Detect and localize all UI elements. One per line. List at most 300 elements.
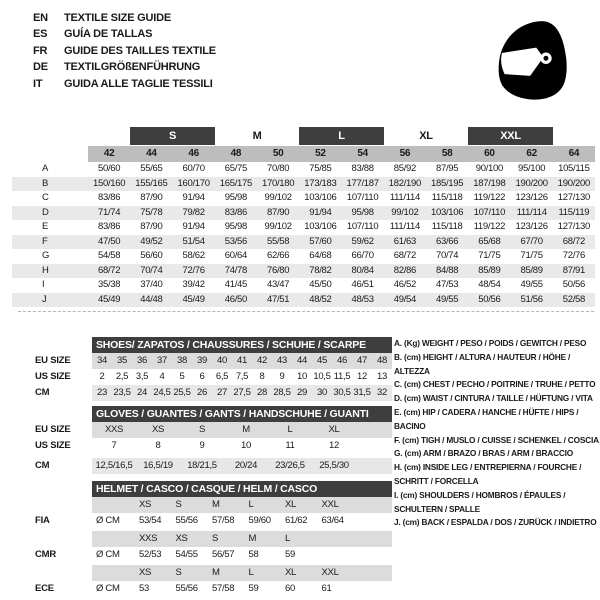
standard-label: CMR xyxy=(35,549,57,560)
measurement-value: 83/86 xyxy=(224,206,248,218)
measurement-value: 47/51 xyxy=(266,293,290,305)
measurement-value: 68/72 xyxy=(562,235,586,247)
language-code: EN xyxy=(33,12,48,24)
size-value: 40 xyxy=(217,355,227,366)
measurement-value: 43/47 xyxy=(266,279,290,290)
measurement-value: 115/119 xyxy=(558,206,590,218)
helmet-size-label: L xyxy=(248,567,254,578)
size-value: 11,5 xyxy=(333,371,351,382)
measurement-row xyxy=(12,162,595,177)
shoes-size-table xyxy=(35,337,392,401)
measurement-value: 50/56 xyxy=(478,293,501,305)
measurement-value: 173/183 xyxy=(304,177,337,189)
size-value: 60 xyxy=(285,583,295,594)
size-value: 32 xyxy=(377,387,387,398)
measurement-value: 76/80 xyxy=(266,264,290,276)
size-group-label: XXL xyxy=(468,127,553,145)
measurement-letter: J xyxy=(42,293,47,305)
language-code: IT xyxy=(33,77,43,90)
measurement-value: 83/86 xyxy=(97,192,121,203)
size-value: 39 xyxy=(197,355,207,366)
measurement-letter: B xyxy=(42,177,49,189)
eu-size-label: 48 xyxy=(215,146,257,162)
spacer xyxy=(35,531,92,547)
eu-size-label: 42 xyxy=(88,146,130,162)
measurement-value: 49/55 xyxy=(435,293,459,305)
size-value: L xyxy=(287,424,293,435)
helmet-table-title: HELMET / CASCO / CASQUE / HELM / CASCO xyxy=(92,481,392,497)
size-value: 12 xyxy=(357,371,367,382)
measurement-value: 107/110 xyxy=(346,192,379,203)
language-row xyxy=(33,43,216,59)
helmet-size-label: M xyxy=(212,499,220,510)
eu-size-label: 64 xyxy=(553,146,595,162)
legend-item: F. (cm) TIGH / MUSLO / CUISSE / SCHENKEL / COSCIA xyxy=(394,434,599,445)
helmet-values xyxy=(92,513,392,529)
measurement-value: 103/106 xyxy=(431,206,464,218)
language-title-list xyxy=(33,10,216,92)
shoes-values xyxy=(92,385,392,401)
size-value: 38 xyxy=(177,355,187,366)
size-value: 2 xyxy=(99,371,105,382)
size-value: 10 xyxy=(241,440,251,451)
spacer xyxy=(35,565,92,581)
gloves-row xyxy=(35,458,392,474)
helmet-size-label: XS xyxy=(139,567,152,578)
helmet-size-table xyxy=(35,481,392,597)
language-row xyxy=(33,76,216,92)
measurement-value: 127/130 xyxy=(557,192,590,203)
measurement-value: 52/58 xyxy=(562,293,586,305)
measurement-value: 87/95 xyxy=(435,163,459,174)
measurement-value: 49/52 xyxy=(140,235,163,247)
size-value: 23,5 xyxy=(113,387,131,398)
measurement-letter: A xyxy=(42,163,49,174)
helmet-size-label xyxy=(318,531,355,547)
measurement-value: 64/68 xyxy=(309,250,332,261)
size-group-label: M xyxy=(252,130,262,142)
measurement-letter: F xyxy=(42,235,48,247)
size-value: 55/56 xyxy=(175,583,198,594)
measurement-value: 95/98 xyxy=(224,221,248,232)
helmet-size-label: XL xyxy=(285,499,297,510)
measurement-value: 91/94 xyxy=(182,221,205,232)
measurement-value: 46/50 xyxy=(224,293,248,305)
language-code: ES xyxy=(33,28,48,41)
size-value: 5 xyxy=(179,371,185,382)
measurement-letter: E xyxy=(42,221,49,232)
guide-title: TEXTILE SIZE GUIDE xyxy=(64,12,172,24)
size-value: 55/56 xyxy=(175,515,198,526)
helmet-standard-row xyxy=(35,513,392,529)
measurement-value: 87/90 xyxy=(266,206,290,218)
size-value: 56/57 xyxy=(212,549,235,560)
measurement-value: 51/54 xyxy=(182,235,205,247)
legend-item: G. (cm) ARM / BRAZO / BRAS / ARM / BRACCIO xyxy=(394,448,574,459)
measurement-value: 49/54 xyxy=(393,293,417,305)
measurement-value: 127/130 xyxy=(557,221,590,232)
size-value: 12,5/16,5 xyxy=(95,460,133,471)
measurement-letter: G xyxy=(42,250,50,261)
helmet-size-labels xyxy=(92,565,392,581)
measurement-value: 39/42 xyxy=(182,279,205,290)
size-value: 36 xyxy=(137,355,147,366)
measurement-value: 99/102 xyxy=(391,206,419,218)
measurement-value: 68/72 xyxy=(393,250,417,261)
size-value: 25,5 xyxy=(173,387,191,398)
measurement-value: 45/50 xyxy=(309,279,332,290)
size-value: 26 xyxy=(197,387,207,398)
measurement-value: 44/48 xyxy=(140,293,163,305)
measurement-value: 160/170 xyxy=(177,177,210,189)
legend-item: D. (cm) WAIST / CINTURA / TAILLE / HÜFTUNG / VITA xyxy=(394,393,593,404)
measurement-letter: H xyxy=(42,264,49,276)
eu-size-label: 44 xyxy=(130,146,172,162)
measurement-value: 65/75 xyxy=(224,163,248,174)
measurement-value: 123/126 xyxy=(515,221,548,232)
measurement-value: 60/64 xyxy=(224,250,248,261)
guide-title: GUIDA ALLE TAGLIE TESSILI xyxy=(64,77,213,90)
measurement-row xyxy=(12,235,595,250)
size-value: 61 xyxy=(321,583,332,594)
size-value: 8 xyxy=(155,440,161,451)
size-value: 41 xyxy=(237,355,247,366)
measurement-value: 111/114 xyxy=(389,192,420,203)
measurement-value: 62/66 xyxy=(266,250,290,261)
unit-label: Ø CM xyxy=(96,549,120,560)
size-value: 12 xyxy=(329,440,339,451)
measurement-value: 99/102 xyxy=(264,221,292,232)
measurement-value: 71/75 xyxy=(478,250,501,261)
gloves-row xyxy=(35,422,392,438)
row-label: EU SIZE xyxy=(35,355,71,366)
measurement-value: 91/94 xyxy=(182,192,205,203)
measurement-value: 111/114 xyxy=(389,221,420,232)
size-value: 28 xyxy=(257,387,267,398)
legend-item: C. (cm) CHEST / PECHO / POITRINE / TRUHE / PETTO xyxy=(394,379,596,390)
measurement-value: 185/195 xyxy=(431,177,464,189)
row-label: US SIZE xyxy=(35,440,71,451)
size-value: 53/54 xyxy=(139,515,162,526)
measurement-value: 48/52 xyxy=(309,293,332,305)
measurement-row xyxy=(12,206,595,221)
measurement-row xyxy=(12,249,595,264)
size-value: 7 xyxy=(111,440,117,451)
measurement-value: 72/76 xyxy=(182,264,205,276)
helmet-size-label: XXS xyxy=(139,533,158,544)
measurement-row xyxy=(12,177,595,192)
measurement-legend xyxy=(394,337,600,530)
size-group-header-row xyxy=(12,127,595,145)
measurement-value: 61/63 xyxy=(393,235,417,247)
measurement-value: 190/200 xyxy=(557,177,590,189)
legend-item: I. (cm) SHOULDERS / HOMBROS / ÉPAULES / SCHULTERN / SPALLE xyxy=(394,489,566,514)
measurement-value: 74/78 xyxy=(224,264,248,276)
size-value: 63/64 xyxy=(321,515,344,526)
size-value: 59 xyxy=(248,583,259,594)
measurement-value: 119/122 xyxy=(473,192,506,203)
size-value: 27,5 xyxy=(233,387,251,398)
measurement-value: 79/82 xyxy=(182,206,205,218)
measurement-value: 150/160 xyxy=(93,177,126,189)
size-value: XL xyxy=(328,424,340,435)
gloves-row xyxy=(35,438,392,454)
spacer xyxy=(92,497,135,513)
measurement-value: 103/106 xyxy=(304,221,337,232)
size-value: 59/60 xyxy=(248,515,271,526)
size-value: 11 xyxy=(285,440,295,451)
separator-dashed-line xyxy=(18,311,594,312)
gloves-table-title: GLOVES / GUANTES / GANTS / HANDSCHUHE / GUANTI xyxy=(92,406,392,422)
measurement-value: 103/106 xyxy=(304,192,337,203)
measurement-value: 46/52 xyxy=(393,279,417,290)
size-value: 42 xyxy=(257,355,267,366)
gloves-values xyxy=(92,458,392,474)
helmet-size-label: S xyxy=(175,567,182,578)
gloves-values xyxy=(92,422,392,438)
measurement-value: 58/62 xyxy=(182,250,205,261)
eu-size-label: 58 xyxy=(426,146,468,162)
measurement-value: 82/86 xyxy=(393,264,417,276)
measurement-value: 87/90 xyxy=(140,221,163,232)
measurement-value: 57/60 xyxy=(309,235,332,247)
measurement-value: 35/38 xyxy=(97,279,121,290)
guide-title: GUÍA DE TALLAS xyxy=(64,28,153,41)
size-value: 57/58 xyxy=(212,515,235,526)
guide-title: TEXTILGRÖßENFÜHRUNG xyxy=(64,61,201,74)
spacer xyxy=(35,406,92,422)
measurement-value: 83/88 xyxy=(351,163,374,174)
measurement-value: 165/175 xyxy=(219,177,252,189)
legend-item: B. (cm) HEIGHT / ALTURA / HAUTEUR / HÖHE / ALTEZZA xyxy=(394,351,571,376)
size-value: XS xyxy=(151,424,165,435)
measurement-value: 85/92 xyxy=(393,163,417,174)
measurement-value: 78/82 xyxy=(309,264,332,276)
measurement-value: 87/90 xyxy=(140,192,163,203)
measurement-value: 95/98 xyxy=(351,206,374,218)
measurement-value: 70/80 xyxy=(266,163,290,174)
measurement-value: 45/49 xyxy=(97,293,121,305)
size-value: 35 xyxy=(117,355,127,366)
size-value: 43 xyxy=(277,355,287,366)
row-label: EU SIZE xyxy=(35,424,71,435)
measurement-value: 49/55 xyxy=(520,279,543,290)
measurement-value: 53/56 xyxy=(224,235,248,247)
gloves-size-table xyxy=(35,406,392,474)
size-value: 28,5 xyxy=(273,387,291,398)
measurement-value: 47/50 xyxy=(97,235,121,247)
shoes-row xyxy=(35,385,392,401)
size-value: 27 xyxy=(217,387,227,398)
shoes-table-title: SHOES/ ZAPATOS / CHAUSSURES / SCHUHE / SCARPE xyxy=(92,337,392,353)
size-value: 13 xyxy=(377,371,387,382)
language-row xyxy=(33,59,216,75)
helmet-standard-row xyxy=(35,581,392,597)
size-value: 57/58 xyxy=(212,583,235,594)
measurement-value: 70/74 xyxy=(435,250,459,261)
measurement-row xyxy=(12,278,595,293)
size-value: M xyxy=(242,424,250,435)
measurement-value: 182/190 xyxy=(388,177,421,189)
helmet-size-label: XL xyxy=(285,567,297,578)
measurement-value: 66/70 xyxy=(351,250,374,261)
measurement-value: 85/89 xyxy=(520,264,543,276)
eu-size-label: 56 xyxy=(384,146,426,162)
size-value: S xyxy=(198,424,206,435)
measurement-value: 87/91 xyxy=(562,264,586,276)
eu-size-label: 50 xyxy=(257,146,299,162)
measurement-value: 56/60 xyxy=(140,250,163,261)
helmet-size-labels xyxy=(92,497,392,513)
size-value: 59 xyxy=(285,549,295,560)
language-code: DE xyxy=(33,61,48,74)
shoes-row xyxy=(35,369,392,385)
helmet-size-label: S xyxy=(175,499,182,510)
measurement-value: 47/53 xyxy=(435,279,459,290)
measurement-value: 107/110 xyxy=(473,206,506,218)
language-row xyxy=(33,26,216,42)
language-code: FR xyxy=(33,44,48,57)
eu-size-header-row xyxy=(12,146,595,162)
unit-label: Ø CM xyxy=(96,515,120,526)
size-value: 7,5 xyxy=(235,371,249,382)
size-value: 8 xyxy=(259,371,265,382)
measurement-value: 170/180 xyxy=(262,177,295,189)
measurement-value: 155/165 xyxy=(135,177,168,189)
spacer xyxy=(35,481,92,497)
measurement-value: 65/68 xyxy=(478,235,501,247)
standard-label: ECE xyxy=(35,583,54,594)
measurement-value: 72/76 xyxy=(562,250,586,261)
measurement-value: 75/85 xyxy=(309,163,332,174)
size-value: 23 xyxy=(97,387,107,398)
size-value: 52/53 xyxy=(139,549,162,560)
helmet-size-label: M xyxy=(248,533,257,544)
measurement-value: 50/60 xyxy=(97,163,121,174)
measurement-value: 54/58 xyxy=(97,250,121,261)
measurement-value: 37/40 xyxy=(140,279,163,290)
size-group-label: L xyxy=(299,127,384,145)
legend-item: E. (cm) HIP / CADERA / HANCHE / HÜFTE / HIPS / BACINO xyxy=(394,406,579,431)
measurement-value: 83/86 xyxy=(97,221,121,232)
measurement-value: 115/118 xyxy=(431,192,463,203)
helmet-size-label: M xyxy=(212,567,220,578)
size-value: 61/62 xyxy=(285,515,308,526)
measurement-value: 55/65 xyxy=(140,163,163,174)
size-value: 44 xyxy=(297,355,307,366)
measurement-value: 111/114 xyxy=(516,206,547,218)
eu-size-label: 54 xyxy=(342,146,384,162)
measurement-letter: D xyxy=(42,206,49,218)
measurement-value: 60/70 xyxy=(182,163,205,174)
size-value: 37 xyxy=(157,355,167,366)
spacer xyxy=(92,531,135,547)
size-value: 30 xyxy=(317,387,327,398)
measurement-value: 70/74 xyxy=(140,264,163,276)
spacer xyxy=(35,337,92,353)
measurement-value: 41/45 xyxy=(224,279,248,290)
size-value: 16,5/19 xyxy=(143,460,173,471)
measurement-value: 177/187 xyxy=(346,177,379,189)
measurement-value: 55/58 xyxy=(266,235,290,247)
measurement-value: 50/56 xyxy=(562,279,586,290)
size-value: XXS xyxy=(104,424,124,435)
eu-size-label: 62 xyxy=(511,146,553,162)
helmet-size-label: L xyxy=(248,499,254,510)
helmet-values xyxy=(92,547,392,563)
measurement-value: 107/110 xyxy=(346,221,379,232)
measurement-value: 75/78 xyxy=(140,206,163,218)
size-value xyxy=(318,547,355,563)
measurement-value: 190/200 xyxy=(515,177,548,189)
helmet-size-label: S xyxy=(212,533,219,544)
helmet-size-label: L xyxy=(285,533,290,544)
measurement-value: 85/89 xyxy=(478,264,501,276)
size-value: 53 xyxy=(139,583,149,594)
size-value: 58 xyxy=(248,549,259,560)
helmet-size-label: XS xyxy=(175,533,188,544)
size-value: 31,5 xyxy=(353,387,371,398)
measurement-row xyxy=(12,220,595,235)
measurement-value: 119/122 xyxy=(473,221,506,232)
measurement-value: 80/84 xyxy=(351,264,374,276)
row-label: CM xyxy=(35,387,50,398)
garment-size-table xyxy=(12,127,595,307)
measurement-value: 105/115 xyxy=(558,163,590,174)
helmet-size-header-row xyxy=(35,531,392,547)
size-value: 18/21,5 xyxy=(187,460,217,471)
standard-label: FIA xyxy=(35,515,50,526)
size-value: 3,5 xyxy=(135,371,149,382)
spacer xyxy=(12,146,88,162)
measurement-value: 84/88 xyxy=(435,264,459,276)
helmet-size-label: XXL xyxy=(321,567,339,578)
spacer xyxy=(35,497,92,513)
guide-title: GUIDE DES TAILLES TEXTILE xyxy=(64,44,216,57)
size-value: 47 xyxy=(357,355,367,366)
helmet-size-label: XXL xyxy=(321,499,339,510)
shoes-values xyxy=(92,369,392,385)
legend-item: H. (cm) INSIDE LEG / ENTREPIERNA / FOURCHE / SCHRITT / FORCELLA xyxy=(394,462,582,486)
shoes-values xyxy=(92,353,392,369)
size-value: 30,5 xyxy=(333,387,351,398)
measurement-value: 67/70 xyxy=(520,235,543,247)
measurement-value: 51/56 xyxy=(520,293,543,305)
measurement-value: 63/66 xyxy=(435,235,459,247)
measurement-value: 71/74 xyxy=(97,206,121,218)
helmet-size-label: XS xyxy=(139,499,152,510)
legend-item: J. (cm) BACK / ESPALDA / DOS / ZURÜCK / INDIETRO xyxy=(394,517,597,528)
helmet-values xyxy=(92,581,392,597)
legend-item: A. (Kg) WEIGHT / PESO / POIDS / GEWITCH / PESO xyxy=(394,338,587,348)
size-value: 46 xyxy=(337,355,347,366)
size-value: 48 xyxy=(377,355,387,366)
measurement-value: 45/49 xyxy=(182,293,205,305)
measurement-value: 46/51 xyxy=(351,279,374,290)
size-value: 20/24 xyxy=(234,460,258,471)
size-value: 25,5/30 xyxy=(319,460,349,471)
size-value: 34 xyxy=(97,355,107,366)
measurement-value: 95/98 xyxy=(224,192,248,203)
eu-size-label: 60 xyxy=(468,146,510,162)
measurement-value: 91/94 xyxy=(309,206,332,218)
size-group-label: XL xyxy=(419,130,433,142)
measurement-rows xyxy=(12,162,595,307)
measurement-value: 115/118 xyxy=(431,221,463,232)
measurement-value: 68/72 xyxy=(97,264,121,276)
measurement-value: 90/100 xyxy=(475,163,503,174)
measurement-row xyxy=(12,191,595,206)
